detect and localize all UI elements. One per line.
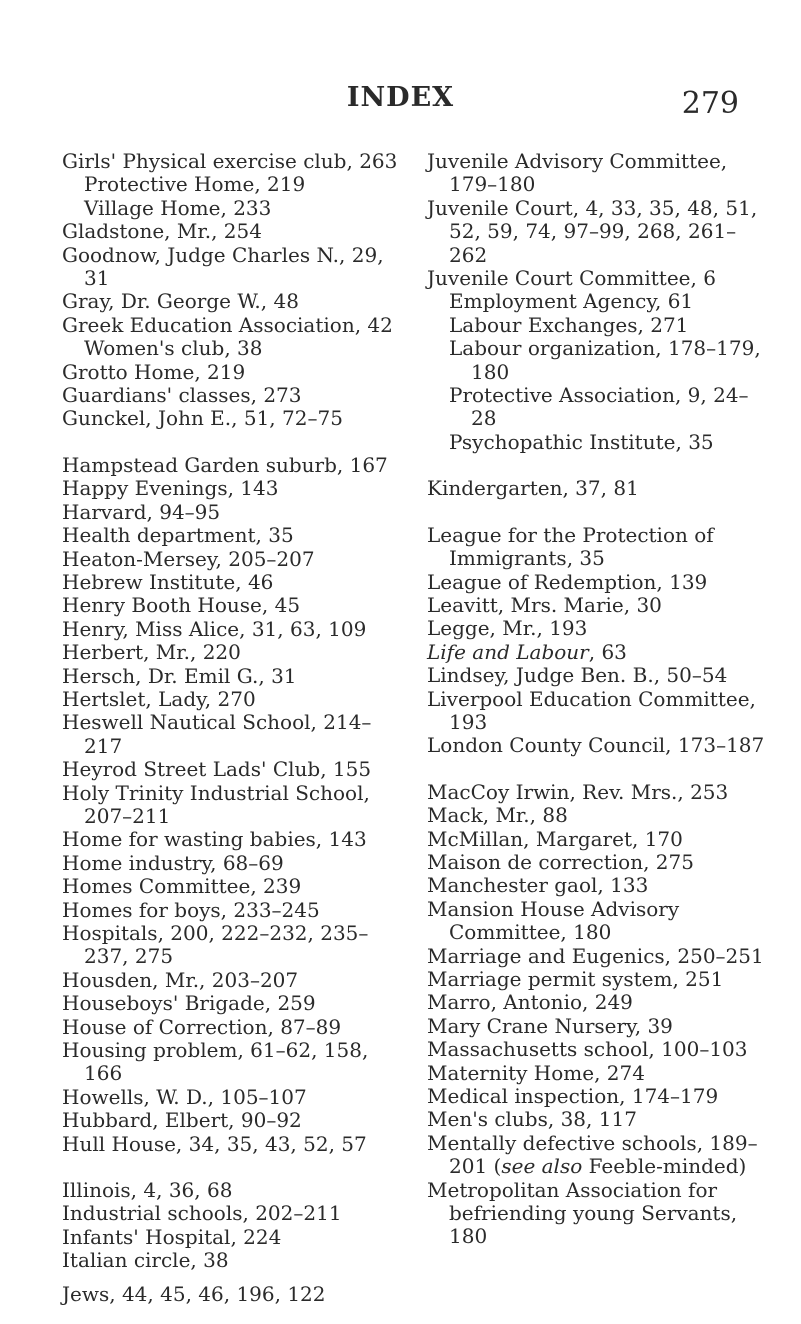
index-entry	[427, 617, 772, 640]
index-entry	[427, 688, 772, 735]
index-entry	[62, 828, 402, 851]
index-entry	[62, 875, 402, 898]
index-entry	[427, 571, 772, 594]
index-group-m	[427, 781, 772, 1249]
index-entry-text: Men's clubs, 38, 117	[427, 1107, 637, 1132]
index-entry-text: Heaton-Mersey, 205–207	[62, 546, 315, 571]
index-entry-text: Employment Agency, 61	[449, 289, 694, 314]
index-entry	[62, 548, 402, 571]
index-entry	[62, 1226, 402, 1249]
index-entry	[427, 898, 772, 945]
index-entry	[427, 314, 772, 337]
index-entry-text: Homes for boys, 233–245	[62, 897, 320, 922]
index-group-l	[427, 524, 772, 758]
index-entry	[62, 922, 402, 969]
index-entry-text: MacCoy Irwin, Rev. Mrs., 253	[427, 779, 729, 804]
index-entry-text: Mack, Mr., 88	[427, 803, 568, 828]
index-column-left	[62, 150, 402, 1306]
index-entry	[62, 150, 402, 173]
index-entry-text: Kindergarten, 37, 81	[427, 476, 639, 501]
index-entry	[427, 664, 772, 687]
index-entry	[62, 337, 402, 360]
index-entry-text: Home for wasting babies, 143	[62, 827, 367, 852]
index-entry-text: Women's club, 38	[84, 336, 263, 361]
index-entry	[62, 641, 402, 664]
index-entry-text: Health department, 35	[62, 523, 294, 548]
index-entry-text: Lindsey, Judge Ben. B., 50–54	[427, 663, 728, 688]
index-entry	[427, 1132, 772, 1179]
index-entry-text: Girls' Physical exercise club, 263	[62, 149, 398, 173]
index-entry-text: Hertslet, Lady, 270	[62, 686, 256, 711]
index-entry	[427, 267, 772, 290]
index-entry	[62, 782, 402, 829]
index-group-h	[62, 454, 402, 1156]
index-entry-text: Hersch, Dr. Emil G., 31	[62, 663, 297, 688]
index-entry	[62, 1039, 402, 1086]
index-entry-text: Life and Labour, 63	[427, 639, 627, 664]
index-entry	[62, 758, 402, 781]
index-entry-text: Juvenile Court, 4, 33, 35, 48, 51, 52, 59, 74, 97–99, 268, 261–262	[427, 195, 758, 267]
index-entry-text: Hospitals, 200, 222–232, 235–237, 275	[62, 921, 369, 969]
index-entry	[427, 641, 772, 664]
index-entry-text: Illinois, 4, 36, 68	[62, 1178, 233, 1203]
index-entry	[427, 851, 772, 874]
index-entry	[427, 1085, 772, 1108]
index-group-k	[427, 477, 772, 500]
index-entry	[62, 1283, 402, 1306]
index-entry	[427, 804, 772, 827]
index-entry-text: Legge, Mr., 193	[427, 616, 588, 641]
index-entry	[62, 969, 402, 992]
index-entry	[62, 290, 402, 313]
index-entry-text: Hubbard, Elbert, 90–92	[62, 1108, 302, 1133]
index-column-right	[427, 150, 772, 1249]
index-entry	[62, 220, 402, 243]
page-number: 279	[681, 86, 739, 121]
index-entry	[62, 361, 402, 384]
index-group-g	[62, 150, 402, 431]
index-entry	[427, 524, 772, 571]
index-entry	[427, 781, 772, 804]
index-entry-text: Heswell Nautical School, 214–217	[62, 710, 372, 758]
index-entry	[427, 991, 772, 1014]
index-entry	[427, 968, 772, 991]
index-entry	[427, 828, 772, 851]
index-entry-text: Holy Trinity Industrial School, 207–211	[62, 780, 370, 828]
index-entry-text: Manchester gaol, 133	[427, 873, 649, 898]
index-entry	[427, 734, 772, 757]
index-entry-text: Labour organization, 178–179, 180	[449, 336, 761, 384]
index-entry	[62, 454, 402, 477]
index-entry-text: Marro, Antonio, 249	[427, 990, 633, 1015]
index-entry-text: Juvenile Court Committee, 6	[427, 266, 716, 291]
index-entry-text: Hull House, 34, 35, 43, 52, 57	[62, 1131, 367, 1156]
index-entry-text: Infants' Hospital, 224	[62, 1224, 282, 1249]
index-entry-text: Psychopathic Institute, 35	[449, 429, 714, 454]
index-entry-text: Henry, Miss Alice, 31, 63, 109	[62, 616, 367, 641]
index-entry	[62, 618, 402, 641]
index-entry-text: Industrial schools, 202–211	[62, 1201, 342, 1226]
index-entry	[427, 477, 772, 500]
index-entry	[427, 431, 772, 454]
index-entry-text: McMillan, Margaret, 170	[427, 826, 683, 851]
index-group-j-left	[62, 1283, 402, 1306]
index-entry	[427, 945, 772, 968]
index-entry	[62, 501, 402, 524]
index-entry	[427, 1179, 772, 1249]
index-entry-text: Houseboys' Brigade, 259	[62, 991, 316, 1016]
page-title: INDEX	[346, 82, 455, 113]
index-entry-text: Gladstone, Mr., 254	[62, 219, 262, 244]
index-group-j	[427, 150, 772, 454]
index-entry-text: Housing problem, 61–62, 158, 166	[62, 1038, 369, 1086]
index-entry-text: House of Correction, 87–89	[62, 1014, 342, 1039]
index-entry-text: Medical inspection, 174–179	[427, 1084, 719, 1109]
index-entry-text: Maison de correction, 275	[427, 849, 694, 874]
index-entry	[62, 594, 402, 617]
index-entry-text: Liverpool Education Committee, 193	[427, 686, 756, 734]
index-entry	[62, 1086, 402, 1109]
index-entry	[427, 384, 772, 431]
group-spacer	[427, 758, 772, 781]
index-entry-text: Mary Crane Nursery, 39	[427, 1013, 673, 1038]
index-entry	[62, 852, 402, 875]
index-entry-text: Marriage permit system, 251	[427, 967, 724, 991]
group-spacer	[62, 1156, 402, 1179]
index-entry	[62, 314, 402, 337]
index-entry-text: Leavitt, Mrs. Marie, 30	[427, 592, 662, 617]
index-entry	[427, 1108, 772, 1131]
index-entry-text: Village Home, 233	[84, 195, 272, 220]
index-entry-text: Hebrew Institute, 46	[62, 569, 274, 594]
index-entry	[62, 407, 402, 430]
index-entry	[427, 150, 772, 197]
index-entry-text: League for the Protection of Immigrants, 35	[427, 522, 714, 571]
index-entry-text: Protective Association, 9, 24–28	[449, 383, 749, 431]
index-entry	[62, 711, 402, 758]
index-entry-text: Marriage and Eugenics, 250–251	[427, 943, 764, 968]
index-entry	[427, 337, 772, 384]
index-entry-text: Hampstead Garden suburb, 167	[62, 452, 388, 477]
group-spacer	[62, 431, 402, 454]
page-header	[0, 82, 801, 122]
index-entry	[427, 197, 772, 267]
index-entry	[62, 688, 402, 711]
index-entry	[427, 874, 772, 897]
index-entry-text: Henry Booth House, 45	[62, 593, 301, 618]
index-entry-text: Metropolitan Association for befriending young Servants, 180	[427, 1177, 738, 1249]
index-entry-text: Greek Education Association, 42	[62, 312, 393, 337]
index-entry-text: Gunckel, John E., 51, 72–75	[62, 406, 343, 431]
index-entry-text: Harvard, 94–95	[62, 499, 221, 524]
index-entry-text: Mansion House Advisory Committee, 180	[427, 896, 680, 945]
index-entry-text: Protective Home, 219	[84, 172, 306, 197]
index-entry-text: Labour Exchanges, 271	[449, 312, 689, 337]
group-spacer	[427, 454, 772, 477]
index-entry-text: Howells, W. D., 105–107	[62, 1084, 307, 1109]
index-entry-text: Heyrod Street Lads' Club, 155	[62, 757, 372, 782]
index-entry-text: Grotto Home, 219	[62, 359, 246, 384]
index-entry-text: Italian circle, 38	[62, 1248, 229, 1273]
index-entry	[427, 290, 772, 313]
index-entry-text: Goodnow, Judge Charles N., 29, 31	[62, 242, 384, 291]
index-entry-text: Maternity Home, 274	[427, 1060, 645, 1085]
index-entry-text: Gray, Dr. George W., 48	[62, 289, 299, 314]
index-entry-text: Housden, Mr., 203–207	[62, 967, 299, 992]
index-entry	[62, 244, 402, 291]
index-entry	[62, 1133, 402, 1156]
index-entry-text: Guardians' classes, 273	[62, 383, 302, 408]
index-entry	[62, 992, 402, 1015]
index-entry-text: London County Council, 173–187	[427, 733, 765, 758]
index-entry	[62, 384, 402, 407]
index-entry	[62, 173, 402, 196]
index-entry	[62, 1179, 402, 1202]
index-entry-text: Homes Committee, 239	[62, 874, 302, 899]
group-spacer	[427, 501, 772, 524]
index-entry	[62, 1016, 402, 1039]
index-entry-text: Home industry, 68–69	[62, 850, 284, 875]
index-entry-text: Herbert, Mr., 220	[62, 640, 241, 665]
index-entry	[62, 1202, 402, 1225]
index-entry	[62, 665, 402, 688]
index-entry	[62, 197, 402, 220]
index-entry	[62, 1249, 402, 1272]
index-entry	[62, 1109, 402, 1132]
index-entry-text: Happy Evenings, 143	[62, 476, 279, 501]
index-entry-text: Massachusetts school, 100–103	[427, 1037, 748, 1062]
index-entry-text: Juvenile Advisory Committee, 179–180	[427, 149, 728, 197]
index-entry	[62, 477, 402, 500]
index-entry	[62, 524, 402, 547]
index-group-i	[62, 1179, 402, 1273]
index-entry-text: League of Redemption, 139	[427, 569, 708, 594]
index-entry	[427, 1015, 772, 1038]
index-entry	[62, 899, 402, 922]
index-entry	[427, 1062, 772, 1085]
index-entry-text: Mentally defective schools, 189–201 (see also Feeble-minded)	[427, 1130, 758, 1179]
index-entry	[427, 594, 772, 617]
index-entry	[427, 1038, 772, 1061]
index-entry	[62, 571, 402, 594]
index-entry-text: Jews, 44, 45, 46, 196, 122	[62, 1281, 326, 1306]
